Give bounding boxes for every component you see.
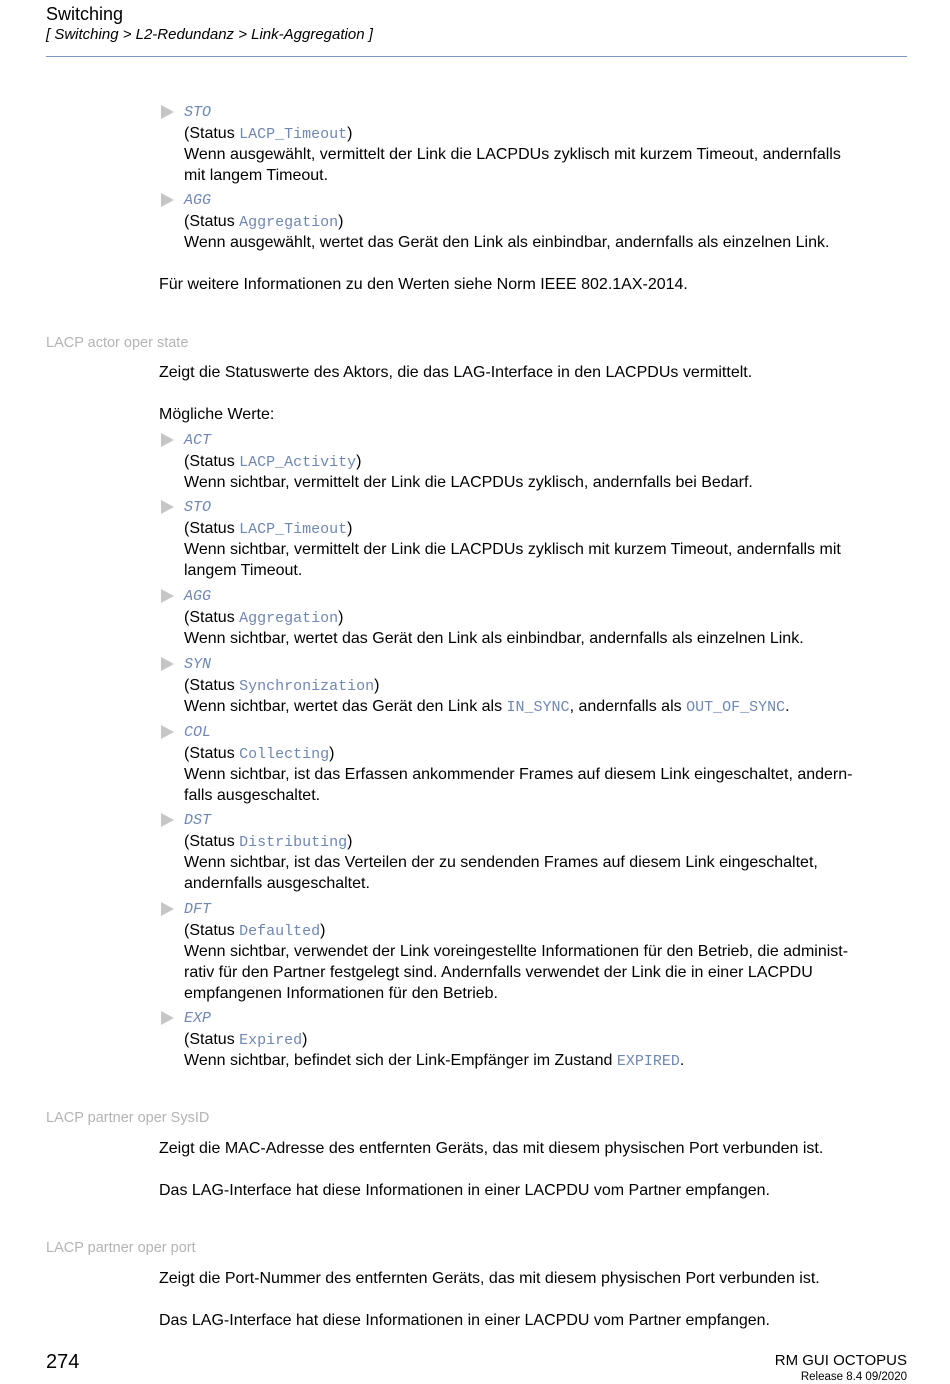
value-description: empfangenen Informationen für den Betrieb. (184, 985, 498, 1002)
parameter-label-partner-sysid: LACP partner oper SysID (46, 1110, 210, 1126)
header-divider (46, 56, 907, 57)
value-code: COL (184, 724, 212, 741)
value-description: Wenn sichtbar, vermittelt der Link die LACPDUs zyklisch, andernfalls bei Bedarf. (184, 474, 753, 491)
value-description: Wenn sichtbar, ist das Verteilen der zu sendenden Frames auf diesem Link eingeschaltet, (184, 854, 818, 871)
triangle-right-icon (161, 500, 174, 514)
parameter-label-partner-port: LACP partner oper port (46, 1240, 196, 1256)
triangle-right-icon (161, 657, 174, 671)
value-description: Wenn sichtbar, wertet das Gerät den Link als IN_SYNC, andernfalls als OUT_OF_SYNC. (184, 698, 790, 716)
triangle-right-icon (161, 813, 174, 827)
value-description: Wenn ausgewählt, vermittelt der Link die LACPDUs zyklisch mit kurzem Timeout, andernfalls (184, 146, 841, 163)
parameter-description: Das LAG-Interface hat diese Informationen in einer LACPDU vom Partner empfangen. (159, 1182, 770, 1199)
page-section-title: Switching (46, 4, 124, 24)
value-code: AGG (184, 588, 212, 605)
value-status: (Status LACP_Timeout) (184, 520, 353, 538)
value-description: langem Timeout. (184, 562, 303, 579)
value-description: falls ausgeschaltet. (184, 787, 321, 804)
value-status: (Status Expired) (184, 1031, 308, 1049)
triangle-right-icon (161, 1011, 174, 1025)
value-description: Wenn sichtbar, ist das Erfassen ankommender Frames auf diesem Link eingeschaltet, andern- (184, 766, 853, 783)
value-status: (Status Aggregation) (184, 609, 344, 627)
parameter-description: Das LAG-Interface hat diese Informationen in einer LACPDU vom Partner empfangen. (159, 1312, 770, 1329)
value-code: SYN (184, 656, 212, 673)
breadcrumb: [ Switching > L2-Redundanz > Link-Aggregation ] (46, 26, 373, 43)
value-description: Wenn sichtbar, wertet das Gerät den Link als einbindbar, andernfalls als einzelnen Link. (184, 630, 804, 647)
value-description: andernfalls ausgeschaltet. (184, 875, 370, 892)
value-status: (Status LACP_Activity) (184, 453, 362, 471)
value-status: (Status Distributing) (184, 833, 353, 851)
triangle-right-icon (161, 725, 174, 739)
triangle-right-icon (161, 589, 174, 603)
value-description: Wenn sichtbar, verwendet der Link voreingestellte Informationen für den Betrieb, die administ- (184, 943, 849, 960)
triangle-right-icon (161, 902, 174, 916)
value-code: STO (184, 104, 212, 121)
triangle-right-icon (161, 105, 174, 119)
value-description: Wenn ausgewählt, wertet das Gerät den Link als einbindbar, andernfalls als einzelnen Link. (184, 234, 830, 251)
value-description: mit langem Timeout. (184, 167, 329, 184)
release-info: Release 8.4 09/2020 (800, 1371, 907, 1383)
reference-note: Für weitere Informationen zu den Werten siehe Norm IEEE 802.1AX-2014. (159, 276, 688, 293)
value-description: Wenn sichtbar, vermittelt der Link die LACPDUs zyklisch mit kurzem Timeout, andernfalls mit (184, 541, 841, 558)
parameter-description: Zeigt die Statuswerte des Aktors, die das LAG-Interface in den LACPDUs vermittelt. (159, 364, 753, 381)
value-description: Wenn sichtbar, befindet sich der Link-Empfänger im Zustand EXPIRED. (184, 1052, 685, 1070)
parameter-description: Zeigt die Port-Nummer des entfernten Geräts, das mit diesem physischen Port verbunden ist. (159, 1270, 820, 1287)
page-number: 274 (46, 1351, 80, 1373)
triangle-right-icon (161, 433, 174, 447)
value-description: rativ für den Partner festgelegt sind. Andernfalls verwendet der Link die in einer LACPDU (184, 964, 813, 981)
value-status: (Status Collecting) (184, 745, 335, 763)
triangle-right-icon (161, 193, 174, 207)
value-code: ACT (184, 432, 212, 449)
value-code: DST (184, 812, 212, 829)
value-code: STO (184, 499, 212, 516)
value-status: (Status Synchronization) (184, 677, 380, 695)
value-status: (Status Defaulted) (184, 922, 326, 940)
product-name: RM GUI OCTOPUS (774, 1352, 907, 1369)
parameter-description: Zeigt die MAC-Adresse des entfernten Geräts, das mit diesem physischen Port verbunden ist. (159, 1140, 824, 1157)
value-status: (Status Aggregation) (184, 213, 344, 231)
value-code: AGG (184, 192, 212, 209)
value-status: (Status LACP_Timeout) (184, 125, 353, 143)
value-code: EXP (184, 1010, 212, 1027)
possible-values-heading: Mögliche Werte: (159, 406, 275, 423)
parameter-label-actor-oper-state: LACP actor oper state (46, 335, 189, 351)
value-code: DFT (184, 901, 212, 918)
